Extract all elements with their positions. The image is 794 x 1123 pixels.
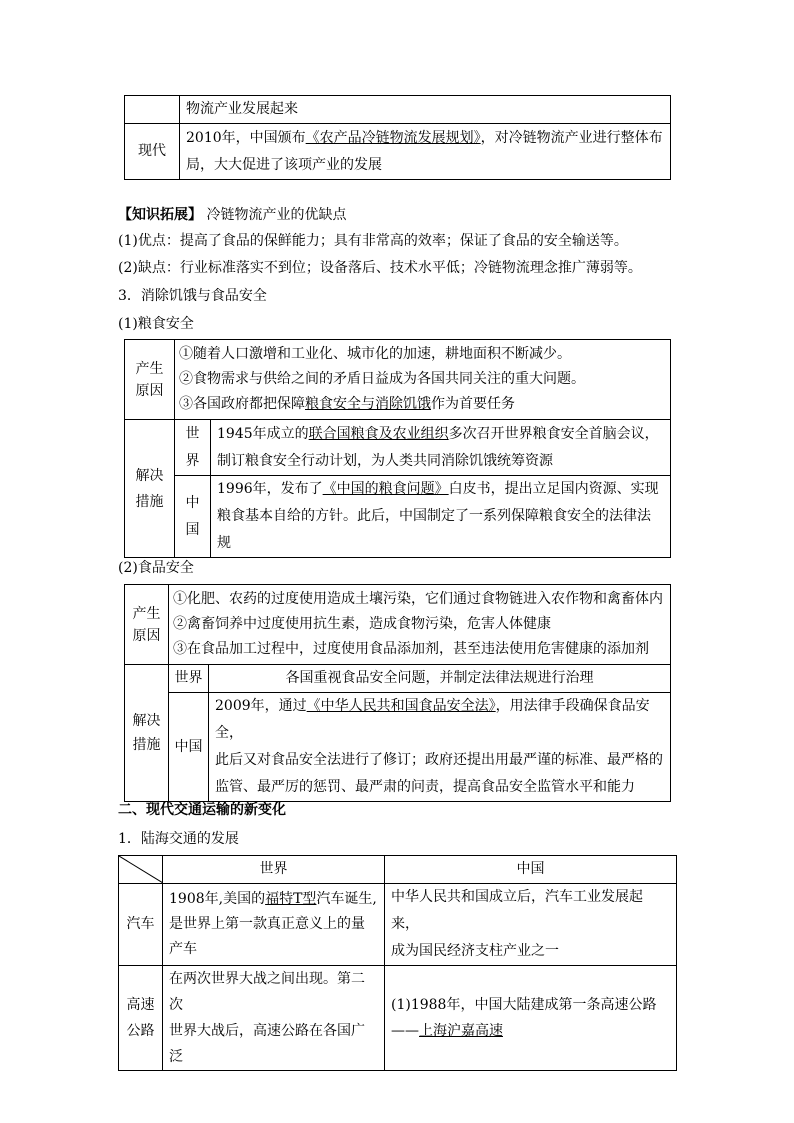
row-header-measures: 解决 措施 bbox=[125, 420, 175, 558]
label-china: 中 国 bbox=[175, 476, 211, 558]
row-header-measures: 解决 措施 bbox=[125, 665, 169, 802]
column-header-china: 中国 bbox=[385, 856, 677, 884]
table-cell: 1996年，发布了《中国的粮食问题》白皮书，提出立足国内资源、实现 粮食基本自给的方针。此后，中国制定了一系列保障粮食安全的法律法规 bbox=[211, 476, 671, 558]
table-cell: 2009年，通过《中华人民共和国食品安全法》，用法律手段确保食品安全， 此后又对食品安全法进行了修订；政府还提出用最严谨的标准、最严格的 监管、最严厉的惩罚、最严肃的问责，提高食品安全监管水平和能力 bbox=[209, 693, 671, 802]
logistics-history-table bbox=[124, 95, 671, 180]
grain-security-table bbox=[124, 339, 671, 558]
diagonal-line bbox=[119, 856, 163, 883]
row-header-car: 汽车 bbox=[119, 884, 163, 966]
table-cell: 1908年,美国的福特T型汽车诞生, 是世界上第一款真正意义上的量 产车 bbox=[163, 884, 385, 966]
diagonal-header-cell bbox=[119, 856, 163, 884]
label-world: 世 界 bbox=[175, 420, 211, 476]
row-header-causes: 产生 原因 bbox=[125, 585, 169, 665]
label-world: 世界 bbox=[169, 665, 209, 693]
column-header-world: 世界 bbox=[163, 856, 385, 884]
knowledge-extension-heading: 【知识拓展】 冷链物流产业的优缺点 bbox=[118, 207, 347, 223]
table-cell: 物流产业发展起来 bbox=[180, 96, 671, 124]
empty-cell bbox=[125, 96, 180, 124]
disadvantages-text: (2)缺点：行业标准落实不到位；设备落后、技术水平低；冷链物流理念推广薄弱等。 bbox=[118, 260, 642, 276]
table-cell: ①随着人口激增和工业化、城市化的加速，耕地面积不断减少。 ②食物需求与供给之间的矛盾日益成为各国共同关注的重大问题。 ③各国政府都把保障粮食安全与消除饥饿作为首要任务 bbox=[175, 340, 671, 420]
transport-table bbox=[118, 855, 677, 1071]
subsection-title: (1)粮食安全 bbox=[118, 316, 194, 332]
table-cell: 2010年，中国颁布《农产品冷链物流发展规划》，对冷链物流产业进行整体布 局，大大促进了该项产业的发展 bbox=[180, 124, 671, 180]
section-title: 二、现代交通运输的新变化 bbox=[118, 802, 286, 818]
advantages-text: (1)优点：提高了食品的保鲜能力；具有非常高的效率；保证了食品的安全输送等。 bbox=[118, 233, 628, 249]
table-cell: (1)1988年，中国大陆建成第一条高速公路 ——上海沪嘉高速 bbox=[385, 966, 677, 1071]
subsection-title: (2)食品安全 bbox=[118, 560, 194, 576]
label-china: 中国 bbox=[169, 693, 209, 802]
section-title: 3．消除饥饿与食品安全 bbox=[118, 288, 267, 304]
subsection-title: 1．陆海交通的发展 bbox=[118, 831, 239, 847]
table-cell: 在两次世界大战之间出现。第二次 世界大战后，高速公路在各国广泛 bbox=[163, 966, 385, 1071]
row-header-causes: 产生 原因 bbox=[125, 340, 175, 420]
table-cell: 1945年成立的联合国粮食及农业组织多次召开世界粮食安全首脑会议， 制订粮食安全行动计划，为人类共同消除饥饿统筹资源 bbox=[211, 420, 671, 476]
row-header-modern: 现代 bbox=[125, 124, 180, 180]
table-cell: 各国重视食品安全问题，并制定法律法规进行治理 bbox=[209, 665, 671, 693]
table-cell: 中华人民共和国成立后，汽车工业发展起来， 成为国民经济支柱产业之一 bbox=[385, 884, 677, 966]
table-cell: ①化肥、农药的过度使用造成土壤污染，它们通过食物链进入农作物和禽畜体内 ②禽畜饲养中过度使用抗生素，造成食物污染，危害人体健康 ③在食品加工过程中，过度使用食品添加剂，甚至违法使用危害健康的添加剂 bbox=[169, 585, 671, 665]
food-safety-table bbox=[124, 584, 671, 802]
row-header-highway: 高速 公路 bbox=[119, 966, 163, 1071]
